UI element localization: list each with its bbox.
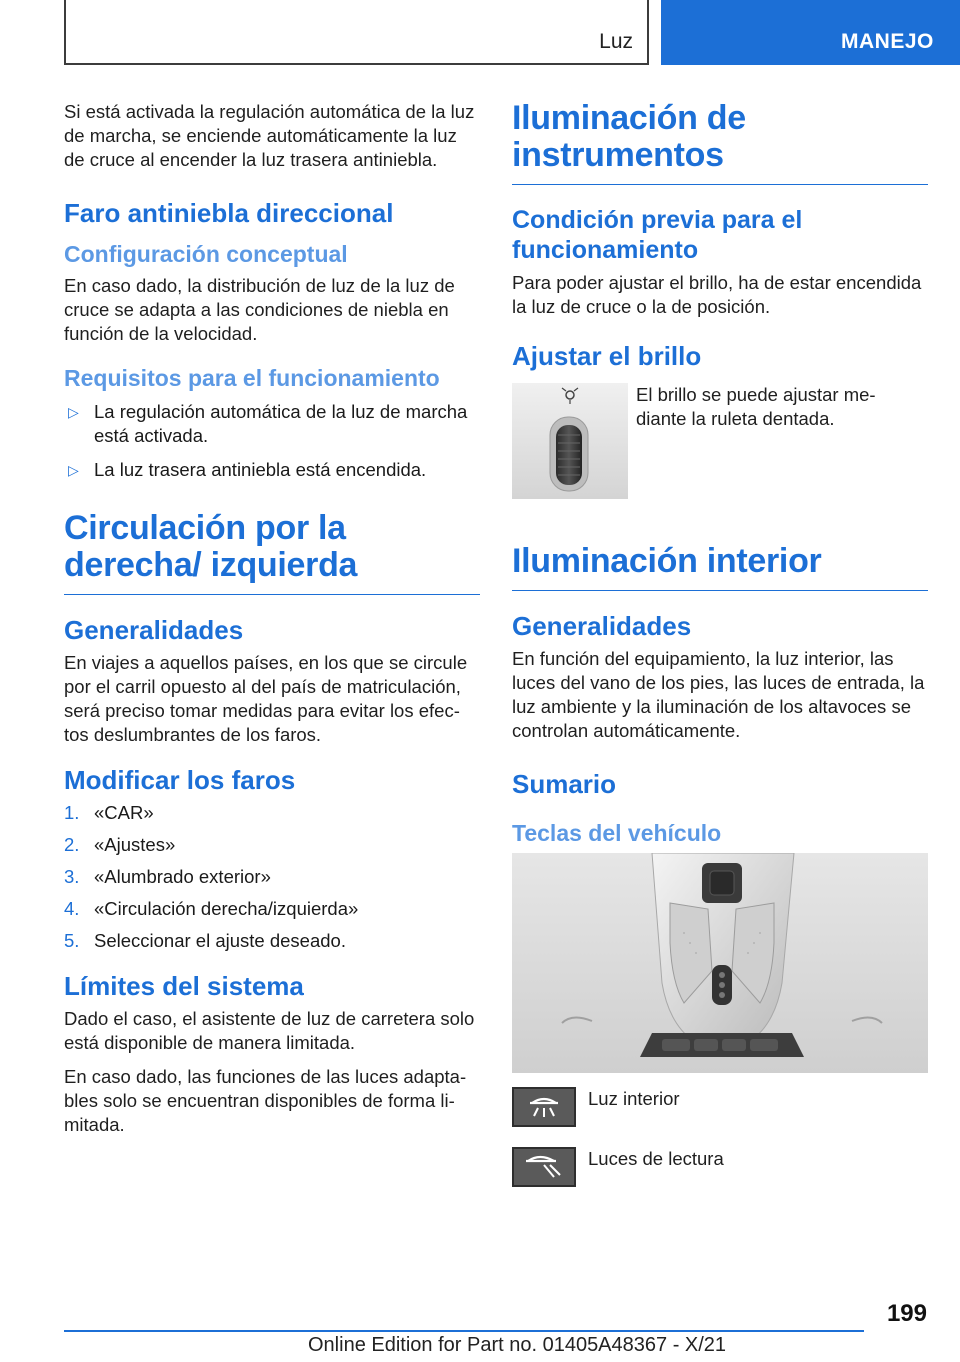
list-item: 3. «Alumbrado exterior» — [64, 866, 271, 887]
interior-light-icon — [512, 1087, 576, 1127]
generalities-paragraph-left: En viajes a aquellos países, en los que se circule por el carril opuesto al del país de matriculación, será preciso tomar medidas para evitar los efec‐ tos deslumbrantes de los faros. — [64, 652, 468, 745]
list-item: ▷ La luz trasera antiniebla está encendida. — [68, 459, 427, 480]
icon-row-interior — [512, 1087, 928, 1127]
list-item: 5. Seleccionar el ajuste deseado. — [64, 930, 346, 951]
icon-row-reading — [512, 1147, 928, 1187]
header-chapter-label: MANEJO — [841, 30, 934, 53]
brightness-paragraph: El brillo se puede ajustar me‐ diante la ruleta dentada. — [636, 384, 876, 429]
circulation-heading: Circulación por la derecha/ izquierda — [64, 510, 480, 595]
interior-light-label: Luz interior — [588, 1088, 680, 1109]
reading-light-label: Luces de lectura — [588, 1148, 724, 1169]
overhead-console-image — [512, 853, 928, 1073]
right-column — [512, 100, 928, 1207]
header-chapter-tab — [661, 0, 960, 65]
intro-paragraph: Si está activada la regulación automática de la luz de marcha, se enciende automáticamente la luz de cruce al encender la luz trasera antiniebla. — [64, 101, 475, 170]
config-heading: Configuración conceptual — [64, 241, 348, 267]
system-limits-heading: Límites del sistema — [64, 971, 304, 1001]
triangle-bullet-icon: ▷ — [68, 404, 79, 420]
footer-edition: Online Edition for Part no. 01405A48367 - X/21 — [308, 1334, 727, 1356]
system-limits-paragraph-1: Dado el caso, el asistente de luz de carretera solo está disponible de manera limitada. — [64, 1008, 475, 1053]
footer-divider — [64, 1330, 864, 1332]
precondition-heading: Condición previa para el funcionamiento — [512, 206, 803, 264]
summary-heading: Sumario — [512, 769, 617, 799]
requirements-heading: Requisitos para el funcionamiento — [64, 365, 440, 391]
triangle-bullet-icon: ▷ — [68, 462, 79, 478]
generalities-heading-right: Generalidades — [512, 611, 692, 641]
page-number: 199 — [886, 1300, 927, 1327]
header-section-title: Luz — [599, 30, 633, 53]
left-column — [64, 100, 480, 1147]
overhead-console-illustration-icon — [512, 853, 928, 1073]
thumbwheel-image — [512, 383, 628, 499]
header-section-box — [64, 0, 649, 65]
brightness-row — [512, 383, 928, 499]
thumbwheel-illustration-icon — [512, 383, 628, 499]
modify-headlights-heading: Modificar los faros — [64, 765, 296, 795]
instrument-lighting-heading: Iluminación de instrumentos — [512, 100, 928, 185]
adjust-brightness-heading: Ajustar el brillo — [512, 341, 702, 371]
generalities-heading-left: Generalidades — [64, 615, 244, 645]
config-paragraph: En caso dado, la distribución de luz de la luz de cruce se adapta a las condiciones de niebla en función de la velocidad. — [64, 275, 455, 344]
vehicle-buttons-heading: Teclas del vehículo — [512, 820, 722, 846]
generalities-paragraph-right: En función del equipamiento, la luz interior, las luces del vano de los pies, las luces de entrada, la luz ambiente y la iluminación de los altavoces se controlan automáticamente. — [512, 648, 925, 741]
precondition-paragraph: Para poder ajustar el brillo, ha de estar encendida la luz de cruce o la de posición. — [512, 272, 922, 317]
requirements-list — [64, 400, 480, 482]
system-limits-paragraph-2: En caso dado, las funciones de las luces adapta‐ bles solo se encuentran disponibles de forma li‐ mitada. — [64, 1066, 467, 1135]
list-item: ▷ La regulación automática de la luz de marcha está activada. — [68, 401, 468, 446]
list-item: 1. «CAR» — [64, 802, 154, 823]
interior-lighting-heading: Iluminación interior — [512, 543, 928, 591]
list-item: 2. «Ajustes» — [64, 834, 176, 855]
modify-steps-list — [64, 801, 480, 953]
reading-light-icon — [512, 1147, 576, 1187]
faro-heading: Faro antiniebla direccional — [64, 198, 394, 228]
list-item: 4. «Circulación derecha/izquierda» — [64, 898, 359, 919]
